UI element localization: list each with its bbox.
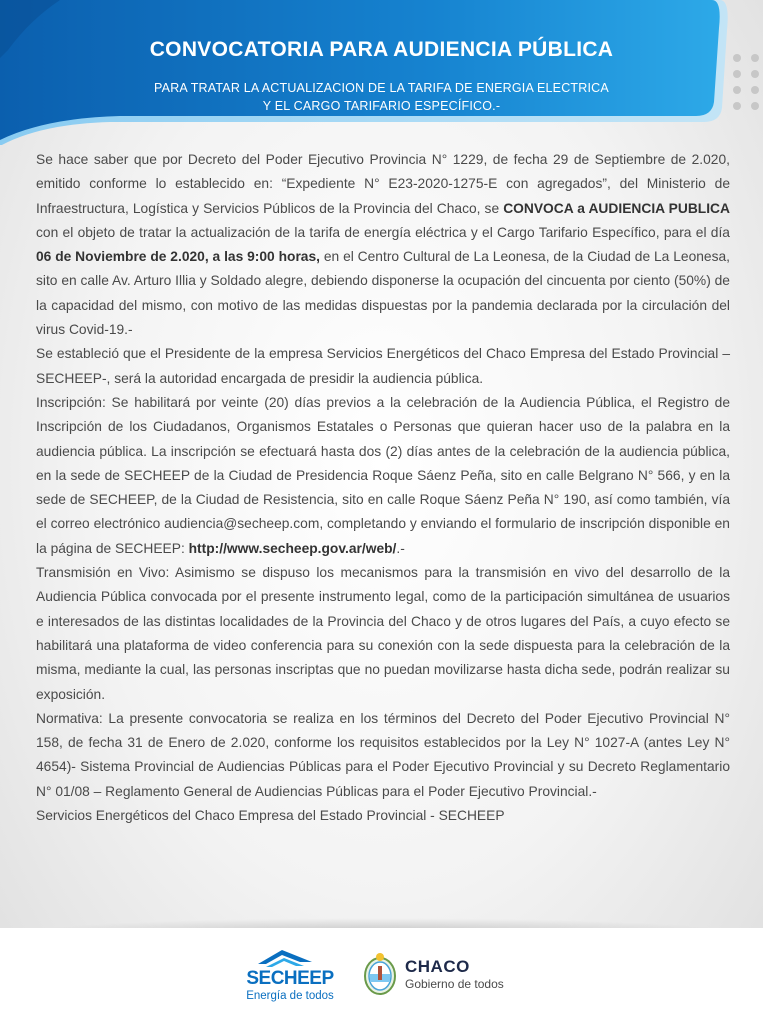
chaco-seal-icon: [362, 952, 398, 998]
paragraph-autoridad: Se estableció que el Presidente de la empresa Servicios Energéticos del Chaco Empresa del Estado Provincial –SECHEEP-, será la autoridad encargada de presidir la audiencia pública.: [36, 346, 730, 386]
paragraph-firma: Servicios Energéticos del Chaco Empresa del Estado Provincial - SECHEEP: [36, 808, 505, 824]
paragraph-convocatoria: Se hace saber que por Decreto del Poder Ejecutivo Provincia N° 1229, de fecha 29 de Septiembre de 2.020, emitido conforme lo establecido en: “Expediente N° E23-2020-1275-E con agregados”, del Ministerio de Infraestructura, Logística y Servicios Públicos de la Provincia del Chaco, se CONVOCA a AUDIENCIA PUBLICA con el objeto de tratar la actualización de la tarifa de energía eléctrica y el Cargo Tarifario Específico, para el día 06 de Noviembre de 2.020, a las 9:00 horas, en el Centro Cultural de La Leonesa, de la Ciudad de La Leonesa, sito en calle Av. Arturo Illia y Soldado alegre, debiendo disponerse la ocupación del cincuenta por ciento (50%) de la capacidad del mismo, con motivo de las medidas dispuestas por la pandemia declarada por la circulación del virus Covid-19.-: [36, 152, 730, 338]
convoca-emphasis: CONVOCA a AUDIENCIA PUBLICA: [503, 200, 730, 216]
secheep-tagline: Energía de todos: [246, 990, 334, 1002]
paragraph-normativa: Normativa: La presente convocatoria se realiza en los términos del Decreto del Poder Ejecutivo Provincial N° 158, de fecha 31 de Enero de 2.020, conforme los requisitos establecidos por la Ley N° 1027-A (antes Ley N° 4654)- Sistema Provincial de Audiencias Públicas para el Poder Ejecutivo Provincial y su Decreto Reglamentario N° 01/08 – Reglamento General de Audiencias Públicas para el Poder Ejecutivo Provincial.-: [36, 710, 730, 799]
secheep-wordmark: SECHEEP: [246, 968, 334, 989]
chaco-tagline: Gobierno de todos: [405, 977, 504, 991]
decorative-dots: [733, 54, 763, 114]
header-wave-background: [0, 0, 763, 145]
paragraph-inscripcion: Inscripción: Se habilitará por veinte (20) días previos a la celebración de la Audiencia Pública, el Registro de Inscripción de los Ciudadanos, Organismos Estatales o Personas que quieran hacer uso de la palabra en la audiencia pública. La inscripción se efectuará hasta dos (2) días antes de la celebración de la audiencia pública, en la sede de SECHEEP de la Ciudad de Presidencia Roque Sáenz Peña, sito en calle Belgrano N° 566, y en la sede de SECHEEP, de la Ciudad de Resistencia, sito en calle Roque Sáenz Peña N° 190, así como también, vía el correo electrónico audiencia@secheep.com, completando y enviando el formulario de inscripción disponible en la página de SECHEEP: http://www.secheep.gov.ar/web/.-: [36, 394, 730, 556]
date-emphasis: 06 de Noviembre de 2.020, a las 9:00 horas,: [36, 249, 320, 265]
page-subtitle: [40, 79, 723, 115]
announcement-body: [36, 148, 730, 828]
header-banner: [0, 0, 763, 145]
website-link[interactable]: http://www.secheep.gov.ar/web/: [188, 540, 397, 556]
subtitle-line-1: PARA TRATAR LA ACTUALIZACION DE LA TARIFA DE ENERGIA ELECTRICA: [154, 81, 609, 95]
page-title: CONVOCATORIA PARA AUDIENCIA PÚBLICA: [149, 38, 614, 61]
chaco-wordmark: CHACO: [405, 957, 470, 976]
paragraph-transmision: Transmisión en Vivo: Asimismo se dispuso los mecanismos para la transmisión en vivo del desarrollo de la Audiencia Pública convocada por el presente instrumento legal, como de la participación simultánea de usuarios e interesados de las distintas localidades de la Provincia del Chaco y de otros lugares del País, a cuyo efecto se habilitará una plataforma de video conferencia para su conexión con la sede dispuesta para la celebración de la misma, mediante la cual, las personas inscriptas que no puedan movilizarse hasta dicha sede, podrán realizar su exposición.: [36, 565, 730, 702]
subtitle-line-2: Y EL CARGO TARIFARIO ESPECÍFICO.-: [262, 99, 501, 113]
